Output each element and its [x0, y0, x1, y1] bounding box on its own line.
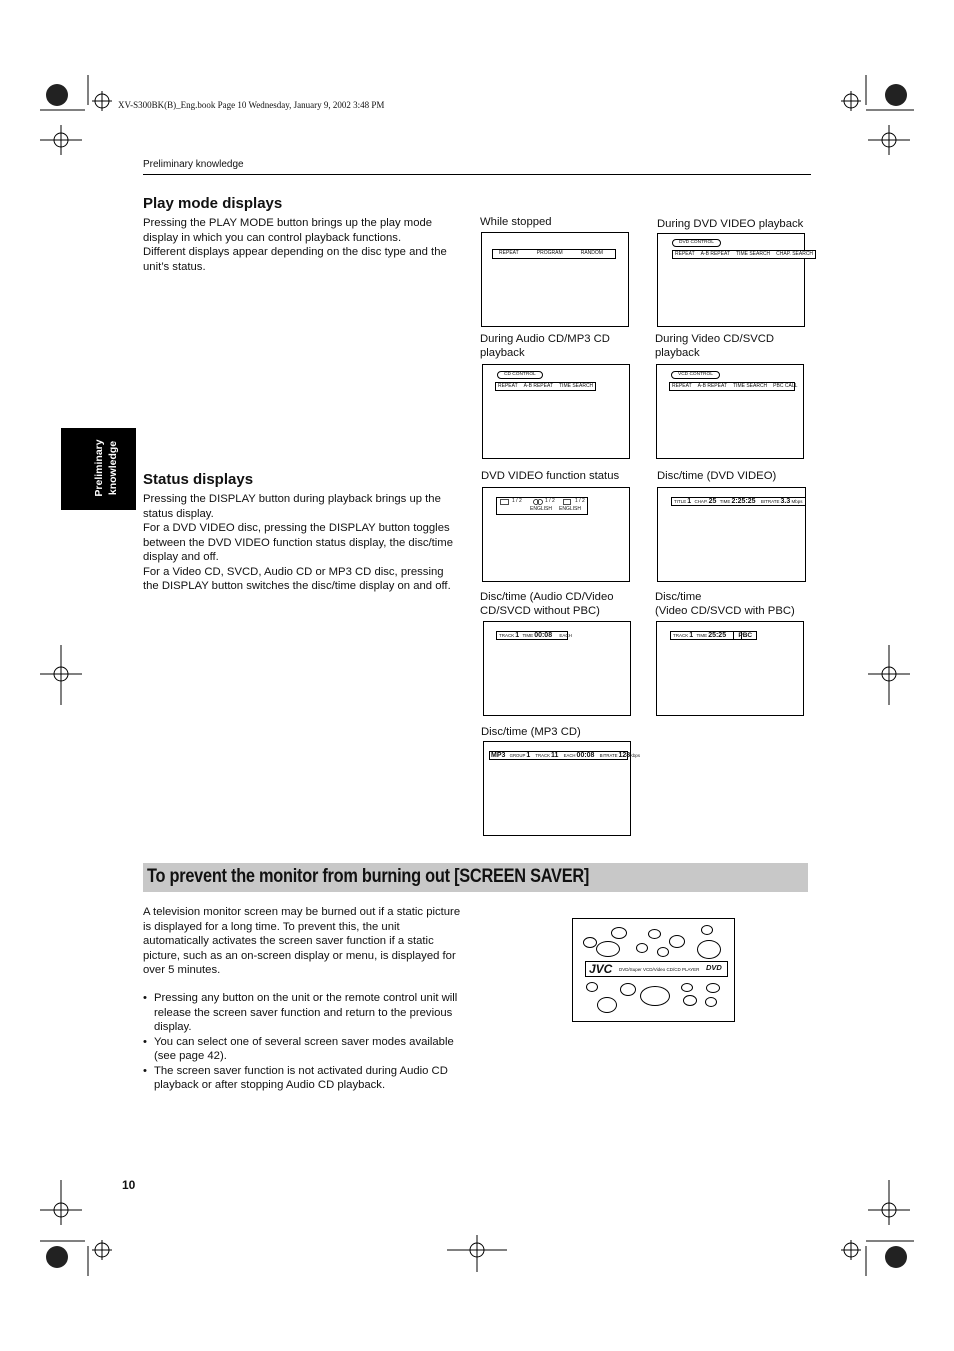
screen-audio-cd: [482, 364, 630, 459]
osd-label: TIME: [522, 633, 534, 638]
osd-value: 11: [550, 752, 559, 759]
bubble-shape: [640, 986, 670, 1006]
osd-label: EACH: [563, 753, 576, 758]
osd-item: PBC CALL: [773, 383, 798, 389]
caption-line: playback: [480, 347, 525, 359]
screen-saver-bullets: [143, 991, 461, 1093]
osd-lang: ENGLISH: [530, 506, 552, 512]
bullet-item: • Pressing any button on the unit or the remote control unit will release the screen saver function and return to the previous display.: [143, 991, 461, 1035]
osd-item: REPEAT: [675, 251, 695, 257]
screen-dvd-function: [482, 487, 630, 582]
osd-value: 25:25: [708, 632, 727, 639]
osd-bar: [672, 250, 816, 259]
osd-item: A-B REPEAT: [700, 251, 730, 257]
osd-label: GROUP: [509, 753, 526, 758]
osd-label: TIME: [719, 499, 731, 504]
osd-lang: ENGLISH: [559, 506, 581, 512]
status-p2: For a DVD VIDEO disc, pressing the DISPLAY button toggles between the DVD VIDEO function status display, the disc/time display and off.: [143, 522, 453, 563]
osd-bar: [495, 382, 596, 391]
osd-value: 00:08: [534, 632, 553, 639]
osd-label: TRACK: [499, 633, 515, 638]
bubble-shape: [636, 943, 648, 953]
caption-video-cd: [655, 332, 774, 360]
osd-item: A-B REPEAT: [697, 383, 727, 389]
page-number: 10: [122, 1178, 136, 1192]
caption-line: (Video CD/SVCD with PBC): [655, 605, 795, 617]
caption-while-stopped: While stopped: [480, 216, 552, 228]
screen-saver-banner: [143, 863, 808, 892]
bubble-shape: [705, 997, 717, 1007]
caption-line: Disc/time (Audio CD/Video: [480, 591, 614, 603]
osd-label: EACH: [559, 633, 572, 638]
caption-line: During Audio CD/MP3 CD: [480, 333, 610, 345]
osd-label: BITRATE: [599, 753, 618, 758]
osd-item: CHAP. SEARCH: [776, 251, 814, 257]
bubble-shape: [701, 925, 713, 935]
bullet-item: • You can select one of several screen saver modes available (see page 42).: [143, 1035, 461, 1064]
bubble-shape: [669, 935, 685, 948]
osd-value: 1 / 2: [512, 498, 522, 504]
screen-mp3-time: [483, 741, 640, 836]
osd-value: 3.3: [780, 498, 791, 505]
caption-vcd-pbc-time: [655, 590, 795, 618]
bubble-shape: [597, 997, 617, 1013]
caption-mp3-time: Disc/time (MP3 CD): [481, 726, 581, 738]
bullet-item: • The screen saver function is not activated during Audio CD playback or after stopping Audio CD playback.: [143, 1064, 461, 1093]
osd-value: 25: [708, 498, 717, 505]
header-rule: [143, 174, 811, 175]
screen-dvd-time: [657, 487, 806, 582]
osd-value: 1 / 2: [575, 498, 585, 504]
file-info: XV-S300BK(B)_Eng.book Page 10 Wednesday, January 9, 2002 3:48 PM: [118, 100, 385, 110]
osd-time-bar: [496, 631, 572, 640]
side-tab: [61, 428, 136, 510]
osd-value: 00:08: [576, 752, 595, 759]
osd-item: A-B REPEAT: [523, 383, 553, 389]
angle-icon: [563, 499, 571, 505]
play-mode-p1: Pressing the PLAY MODE button brings up the play mode display in which you can control playback functions.: [143, 217, 433, 244]
bubble-shape: [596, 941, 620, 957]
screen-saver-illustration: [572, 918, 735, 1022]
osd-label: TRACK: [535, 753, 550, 758]
status-p1: Pressing the DISPLAY button during playback brings up the status display.: [143, 493, 441, 520]
side-tab-line1: Preliminary: [93, 439, 105, 497]
osd-value: 1: [689, 632, 694, 639]
osd-value: 1 / 2: [545, 498, 555, 504]
side-tab-line2: knowledge: [107, 440, 119, 496]
osd-bar: [669, 382, 798, 391]
caption-line: CD/SVCD without PBC): [480, 605, 600, 617]
bubble-shape: [648, 929, 661, 939]
osd-label: BITRATE: [760, 499, 780, 504]
product-name: DVD/Super VCD/Video CD/CD PLAYER: [619, 967, 700, 972]
osd-item: REPEAT: [672, 383, 692, 389]
screen-saver-title: To prevent the monitor from burning out [SCREEN SAVER]: [147, 866, 590, 887]
osd-label: TIME: [696, 633, 708, 638]
osd-item: TIME SEARCH: [559, 383, 594, 389]
bubble-shape: [697, 940, 721, 959]
subtitle-icon: [500, 499, 509, 505]
osd-value: 1: [526, 752, 531, 759]
bubble-shape: [706, 983, 720, 993]
screen-saver-intro: A television monitor screen may be burned out if a static picture is displayed for a long time. To prevent this, the unit automatically activates the screen saver function if a static picture, such as an on-screen display or menu, is displayed for over 5 minutes.: [143, 906, 461, 976]
osd-time-bar: [489, 751, 640, 760]
bubble-shape: [620, 983, 636, 996]
caption-acd-time: [480, 590, 614, 618]
bubble-shape: [681, 983, 693, 992]
status-heading: Status displays: [143, 471, 254, 488]
caption-dvd-function: DVD VIDEO function status: [481, 470, 620, 482]
osd-bar: [492, 249, 616, 259]
osd-pill: DVD CONTROL: [672, 239, 721, 247]
caption-dvd-playback: During DVD VIDEO playback: [657, 218, 804, 230]
caption-line: playback: [655, 347, 700, 359]
screen-acd-time: [483, 621, 631, 716]
osd-item: TIME SEARCH: [733, 383, 768, 389]
bubble-shape: [583, 937, 597, 948]
jvc-strip: [585, 961, 728, 977]
osd-pill: CD CONTROL: [497, 371, 543, 379]
osd-unit: Kbps: [630, 753, 640, 758]
bubble-shape: [683, 995, 697, 1006]
screen-while-stopped: [481, 232, 629, 327]
running-head: Preliminary knowledge: [143, 159, 244, 170]
status-body: [143, 492, 461, 594]
pbc-badge: PBC: [733, 631, 757, 640]
osd-value: 2:25:25: [731, 498, 756, 505]
bubble-shape: [611, 927, 627, 939]
dvd-logo: DVD: [706, 963, 722, 972]
play-mode-p2: Different displays appear depending on the disc type and the unit’s status.: [143, 246, 447, 273]
jvc-logo: JVC: [589, 962, 613, 976]
osd-mp3: MP3: [491, 752, 506, 759]
bubble-shape: [657, 947, 669, 957]
osd-function-box: [496, 497, 588, 515]
osd-unit: Mbps: [791, 499, 803, 504]
osd-item: REPEAT: [499, 250, 519, 256]
osd-time-bar: [670, 631, 753, 640]
osd-item: PROGRAM: [536, 250, 563, 256]
osd-label: CHAP.: [694, 499, 708, 504]
osd-item: REPEAT: [498, 383, 518, 389]
osd-item: TIME SEARCH: [736, 251, 771, 257]
caption-audio-cd: [480, 332, 610, 360]
bubble-shape: [586, 982, 598, 992]
screen-dvd-playback: [657, 233, 814, 327]
osd-item: RANDOM: [580, 250, 603, 256]
caption-line: Disc/time: [655, 591, 702, 603]
screen-video-cd: [656, 364, 804, 459]
status-p3: For a Video CD, SVCD, Audio CD or MP3 CD disc, pressing the DISPLAY button switches the disc/time display on and off.: [143, 565, 451, 592]
osd-label: TRACK: [673, 633, 689, 638]
osd-label: TITLE: [674, 499, 687, 504]
play-mode-body: [143, 216, 461, 274]
caption-dvd-time: Disc/time (DVD VIDEO): [657, 470, 777, 482]
osd-pill: VCD CONTROL: [671, 371, 720, 379]
play-mode-heading: Play mode displays: [143, 195, 283, 212]
osd-value: 1: [515, 632, 520, 639]
osd-value: 128: [618, 752, 631, 759]
audio-icon: [533, 499, 543, 505]
osd-time-bar: [671, 497, 806, 506]
screen-vcd-pbc-time: [656, 621, 804, 716]
caption-line: During Video CD/SVCD: [655, 333, 775, 345]
osd-value: 1: [687, 498, 692, 505]
